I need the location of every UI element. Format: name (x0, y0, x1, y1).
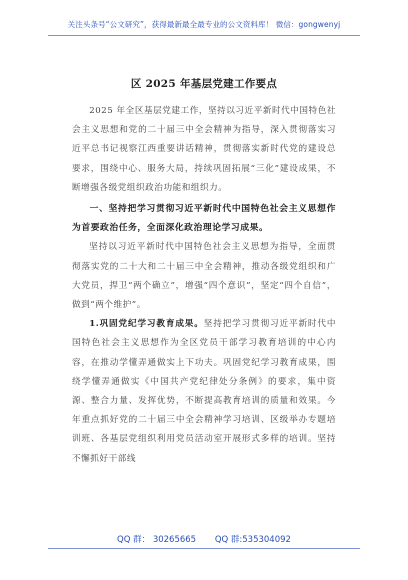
footer-qq-group-1: QQ 群： 30265665 (117, 535, 197, 545)
item-1-paragraph (72, 315, 336, 469)
footer-divider (48, 548, 360, 549)
header-divider (48, 35, 360, 36)
page-footer (0, 533, 408, 545)
item-1-heading: 1.巩固党纪学习教育成果。 (89, 319, 204, 330)
intro-paragraph: 2025 年全区基层党建工作，坚持以习近平新时代中国特色社会主义思想和党的二十届三中全会精神为指导，深入贯彻落实习近平总书记视察江西重要讲话精神，贯彻落实新时代党的建设总要求，围绕中心、服务大局，持续巩固拓展“三化”建设成果，不断增强各级党组织政治功能和组织力。 (72, 106, 336, 193)
page-header-note: 关注头条号“公文研究”，获得最新最全最专业的公文资料库！ 微信：gongwenyj (67, 20, 341, 29)
item-1-body: 坚持把学习贯彻习近平新时代中国特色社会主义思想作为全区党员干部学习教育培训的中心内容，在推动学懂弄通做实上下功夫。巩固党纪学习教育成果，围绕学懂弄通做实《中国共产党纪律处分条例》的要求，集中资源、整合力量、发挥优势，不断提高教育培训的质量和效果。今年重点抓好党的二十届三中全会精神学习培训、区级举办专题培训班、各基层党组织利用党员活动室开展形式多样的培训。坚持不懈抓好干部线 (72, 319, 336, 464)
document-title: 区 2025 年基层党建工作要点 (130, 78, 278, 90)
section-1-paragraph: 坚持以习近平新时代中国特色社会主义思想为指导，全面贯彻落实党的二十大和二十届三中全会精神，推动各级党组织和广大党员，捍卫“两个确立”，增强“四个意识”，坚定“四个自信”，做到“两个维护”。 (72, 242, 336, 311)
section-1-heading: 一、坚持把学习贯彻习近平新时代中国特色社会主义思想作为首要政治任务，全面深化政治理论学习成果。 (72, 204, 336, 234)
footer-qq-group-2: QQ 群:535304092 (214, 535, 291, 545)
document-body (72, 76, 336, 469)
